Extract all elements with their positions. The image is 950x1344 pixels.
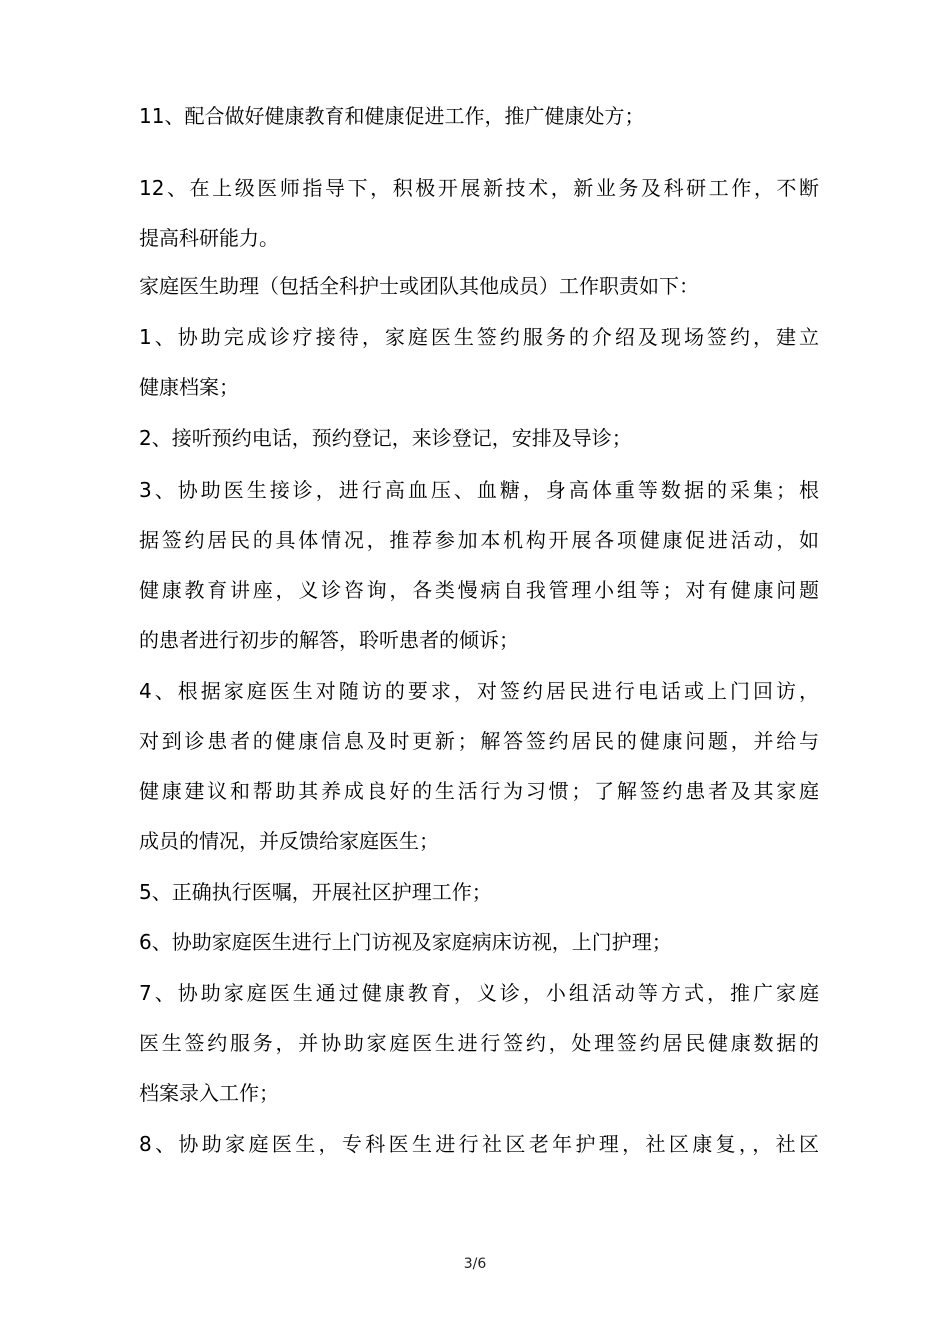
- text-line: 11、配合做好健康教育和健康促进工作，推广健康处方；: [139, 104, 645, 128]
- text-line: 提高科研能力。: [139, 226, 279, 250]
- text-line: 4、根据家庭医生对随访的要求，对签约居民进行电话或上门回访，: [139, 679, 819, 703]
- text-line: 医生签约服务，并协助家庭医生进行签约，处理签约居民健康数据的: [139, 1031, 819, 1055]
- text-line: 健康档案；: [139, 375, 239, 399]
- text-line: 档案录入工作；: [139, 1081, 279, 1105]
- text-line: 据签约居民的具体情况，推荐参加本机构开展各项健康促进活动，如: [139, 528, 819, 552]
- text-line: 8、协助家庭医生，专科医生进行社区老年护理，社区康复，，社区: [139, 1132, 819, 1156]
- text-line: 2、接听预约电话，预约登记，来诊登记，安排及导诊；: [139, 426, 632, 450]
- text-line: 12、在上级医师指导下，积极开展新技术，新业务及科研工作，不断: [139, 176, 819, 200]
- text-line: 对到诊患者的健康信息及时更新；解答签约居民的健康问题，并给与: [139, 729, 819, 753]
- text-line: 1、协助完成诊疗接待，家庭医生签约服务的介绍及现场签约，建立: [139, 325, 819, 349]
- text-line: 的患者进行初步的解答，聆听患者的倾诉；: [139, 628, 519, 652]
- text-line: 成员的情况，并反馈给家庭医生；: [139, 829, 439, 853]
- text-line: 健康教育讲座，义诊咨询，各类慢病自我管理小组等；对有健康问题: [139, 578, 819, 602]
- text-line: 健康建议和帮助其养成良好的生活行为习惯；了解签约患者及其家庭: [139, 779, 819, 803]
- text-line: 5、正确执行医嘱，开展社区护理工作；: [139, 880, 492, 904]
- text-line: 3、协助医生接诊，进行高血压、血糖，身高体重等数据的采集；根: [139, 478, 819, 502]
- text-line: 家庭医生助理（包括全科护士或团队其他成员）工作职责如下：: [139, 274, 699, 298]
- page-number: 3/6: [463, 1256, 487, 1272]
- text-line: 7、协助家庭医生通过健康教育，义诊，小组活动等方式，推广家庭: [139, 981, 819, 1005]
- text-line: 6、协助家庭医生进行上门访视及家庭病床访视，上门护理；: [139, 930, 672, 954]
